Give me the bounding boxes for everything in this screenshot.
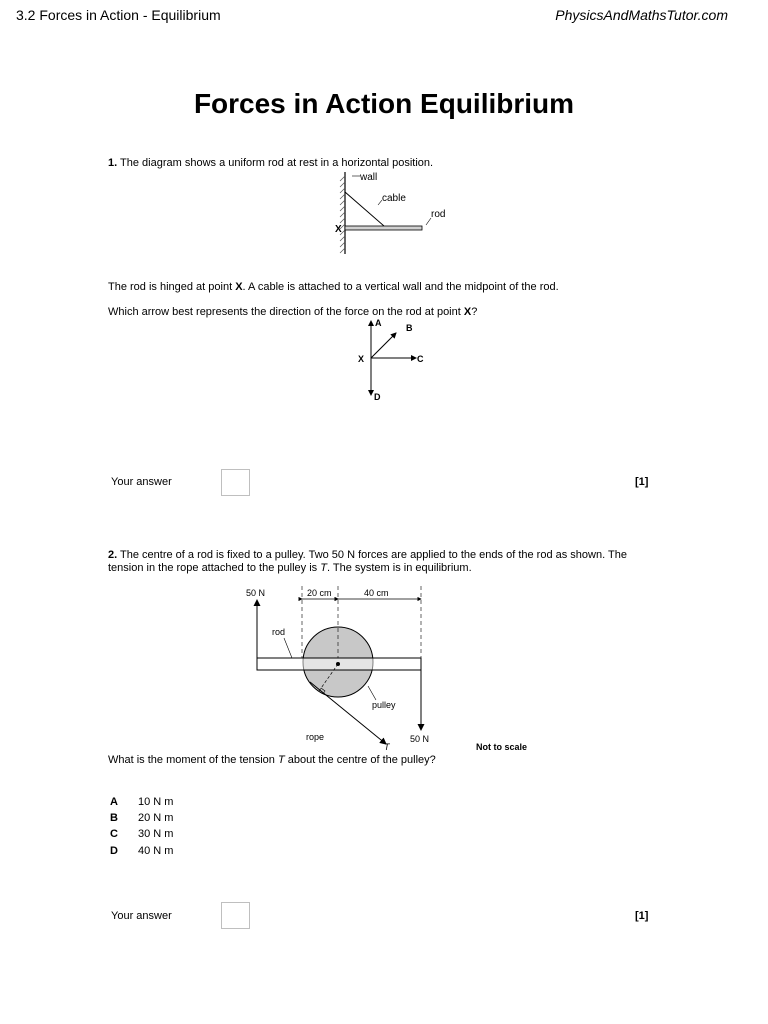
q1-text3-b: ? xyxy=(471,306,478,318)
label-c: C xyxy=(417,354,424,364)
q2-stem-line2b: . The system is in equilibrium. xyxy=(326,562,472,574)
q2-answer-label: Your answer xyxy=(111,910,172,922)
q2-question xyxy=(108,754,436,767)
label-d: D xyxy=(374,392,381,402)
option-a-text: 10 N m xyxy=(138,796,174,808)
q1-text2-b: . A cable is attached to a vertical wall and the midpoint of the rod. xyxy=(242,281,559,293)
q1-rod-diagram xyxy=(330,168,460,260)
header-section-title: 3.2 Forces in Action - Equilibrium xyxy=(16,7,221,23)
dim2-label: 40 cm xyxy=(364,588,389,598)
option-c-text: 30 N m xyxy=(138,828,174,840)
q2-stem-line1: The centre of a rod is fixed to a pulley. Two 50 N forces are applied to the ends of the rod as shown. The xyxy=(120,549,627,561)
cable-label: cable xyxy=(382,193,406,204)
q1-text2-a: The rod is hinged at point xyxy=(108,281,236,293)
option-c-letter: C xyxy=(110,828,118,840)
option-b-letter: B xyxy=(110,812,118,824)
q1-number: 1. xyxy=(108,157,118,169)
rod-leader xyxy=(284,638,292,658)
q2-stem xyxy=(108,549,627,575)
rod xyxy=(345,226,422,230)
q1-stem-text: The diagram shows a uniform rod at rest in a horizontal position. xyxy=(120,157,434,169)
q2-number: 2. xyxy=(108,549,118,561)
label-a: A xyxy=(375,318,382,328)
q1-text3-x: X xyxy=(463,306,472,318)
q1-text2 xyxy=(108,281,559,294)
q1-text2-x: X xyxy=(235,281,243,293)
q2-stem-t: T xyxy=(320,562,327,574)
rod-label: rod xyxy=(431,209,446,220)
pulley-label: pulley xyxy=(372,700,396,710)
option-a-letter: A xyxy=(110,796,118,808)
tension-label: T xyxy=(384,742,390,752)
header-site-name: PhysicsAndMathsTutor.com xyxy=(555,7,728,23)
rod-label: rod xyxy=(272,627,286,637)
q1-answer-box[interactable] xyxy=(221,469,250,496)
dim1-label: 20 cm xyxy=(307,588,332,598)
force-left-label: 50 N xyxy=(246,588,266,598)
option-d-letter: D xyxy=(110,845,118,857)
arrow-b xyxy=(371,333,396,358)
cable-line xyxy=(345,192,384,226)
label-x: X xyxy=(358,354,365,364)
wall-label: wall xyxy=(360,172,378,183)
hinge-x-label: X xyxy=(335,224,342,235)
option-b-text: 20 N m xyxy=(138,812,174,824)
q1-text3-a: Which arrow best represents the direction of the force on the rod at point xyxy=(108,306,464,318)
page-title: Forces in Action Equilibrium xyxy=(193,88,575,119)
q1-marks: [1] xyxy=(635,476,649,488)
option-d-text: 40 N m xyxy=(138,845,174,857)
q2-pulley-diagram xyxy=(240,582,540,754)
q1-answer-label: Your answer xyxy=(111,476,172,488)
pulley-leader xyxy=(368,686,376,700)
not-to-scale-label: Not to scale xyxy=(476,742,528,752)
q2-marks: [1] xyxy=(635,910,649,922)
q2-stem-line2a: tension in the rope attached to the pulley is xyxy=(108,562,321,574)
rope-label: rope xyxy=(306,732,325,742)
wall-hatching xyxy=(340,176,345,253)
q2-question-b: about the centre of the pulley? xyxy=(284,754,436,766)
label-b: B xyxy=(406,323,413,333)
force-right-label: 50 N xyxy=(410,734,430,744)
q2-question-t: T xyxy=(277,754,285,766)
q1-arrow-diagram xyxy=(350,315,430,407)
q2-answer-box[interactable] xyxy=(221,902,250,929)
q2-question-a: What is the moment of the tension xyxy=(108,754,278,766)
